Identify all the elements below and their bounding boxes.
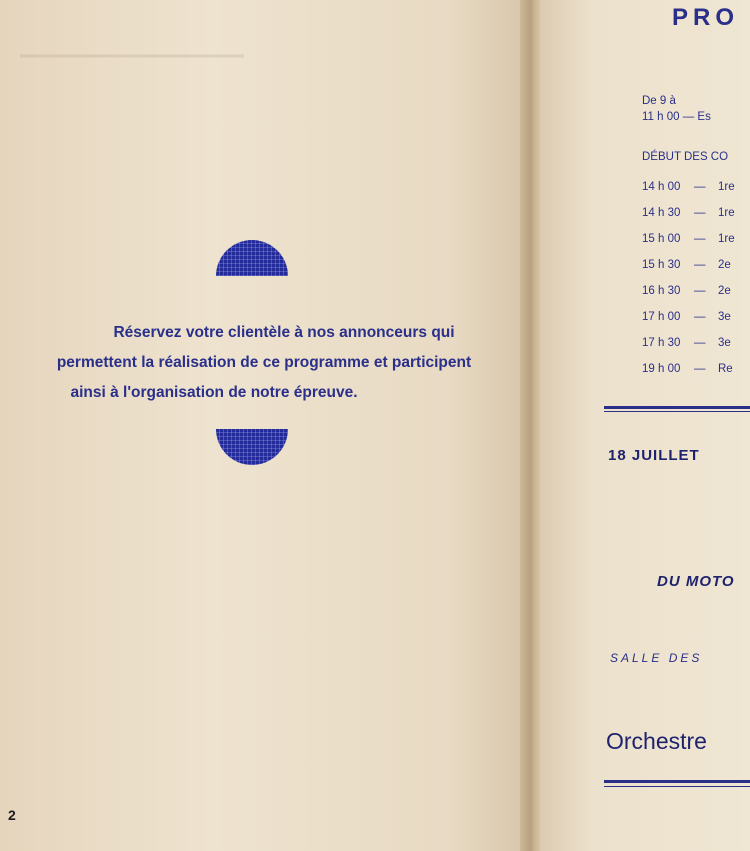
page-number: 2 xyxy=(8,807,16,823)
schedule-label: 1re xyxy=(718,233,735,245)
schedule-dash: — xyxy=(694,207,706,219)
schedule-row xyxy=(642,285,731,297)
intro-line-1: De 9 à xyxy=(642,95,676,107)
half-disc-top-icon xyxy=(216,216,288,276)
divider-rule-top xyxy=(604,406,750,409)
schedule-time: 17 h 00 xyxy=(642,311,681,323)
bleed-through-ornament: ⎯⎯⎯⎯⎯⎯⎯⎯ xyxy=(20,21,244,83)
schedule-row xyxy=(642,311,731,323)
schedule-row xyxy=(642,233,735,245)
schedule-label: 1re xyxy=(718,181,735,193)
schedule-label: 3e xyxy=(718,337,731,349)
schedule-dash: — xyxy=(694,311,706,323)
schedule-time: 15 h 00 xyxy=(642,233,681,245)
notice-line-1: Réservez votre clientèle à nos annonceurs qui xyxy=(113,324,455,341)
divider-rule-bottom-thin xyxy=(604,786,750,787)
schedule-row xyxy=(642,207,735,219)
divider-rule-bottom xyxy=(604,780,750,783)
schedule-dash: — xyxy=(694,233,706,245)
schedule-label: 2e xyxy=(718,259,731,271)
divider-rule-top-thin xyxy=(604,411,750,412)
schedule-label: 3e xyxy=(718,311,731,323)
schedule-row xyxy=(642,181,735,193)
intro-line-2: 11 h 00 — Es xyxy=(642,111,711,123)
orchestra-line: Orchestre xyxy=(606,728,707,754)
debut-heading: DÉBUT DES CO xyxy=(642,151,729,163)
schedule-label: 1re xyxy=(718,207,735,219)
schedule-row xyxy=(642,363,733,375)
event-date-heading: 18 JUILLET xyxy=(608,447,700,464)
notice-line-3: ainsi à l'organisation de notre épreuve. xyxy=(70,384,358,401)
schedule-dash: — xyxy=(694,285,706,297)
program-title: PRO xyxy=(672,4,740,31)
schedule-dash: — xyxy=(694,181,706,193)
right-page xyxy=(540,0,750,851)
advertiser-notice xyxy=(0,318,528,408)
schedule-time: 17 h 30 xyxy=(642,337,681,349)
venue-line: SALLE DES xyxy=(610,651,703,665)
schedule-dash: — xyxy=(694,363,706,375)
schedule-time: 16 h 30 xyxy=(642,285,681,297)
schedule-time: 14 h 00 xyxy=(642,181,681,193)
schedule-label: 2e xyxy=(718,285,731,297)
schedule-row xyxy=(642,337,731,349)
schedule-row xyxy=(642,259,731,271)
schedule-dash: — xyxy=(694,337,706,349)
half-disc-bottom-icon xyxy=(216,429,288,469)
schedule-label: Re xyxy=(718,363,733,375)
schedule-dash: — xyxy=(694,259,706,271)
notice-line-2: permettent la réalisation de ce programme et participent xyxy=(56,354,472,371)
schedule-time: 14 h 30 xyxy=(642,207,681,219)
schedule-time: 19 h 00 xyxy=(642,363,681,375)
schedule-time: 15 h 30 xyxy=(642,259,681,271)
club-line: DU MOTO xyxy=(657,573,735,590)
